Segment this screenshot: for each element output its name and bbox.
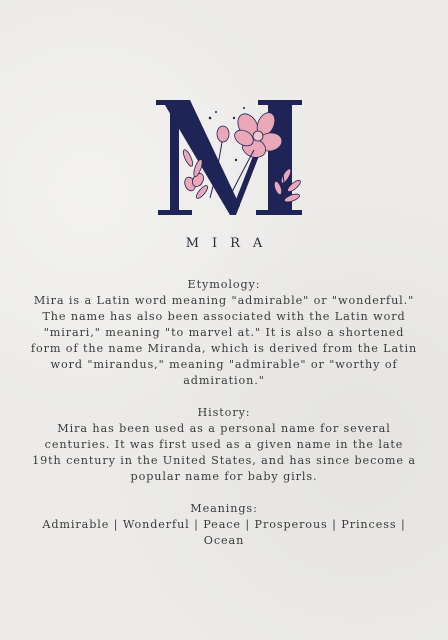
history-text: Mira has been used as a personal name for several centuries. It was first used as a given name in the late 19th century in the United States, and has since become a popular name for baby girls. (32, 422, 416, 483)
meanings-heading: Meanings: (190, 502, 258, 515)
history-section (28, 405, 420, 485)
name-title: MIRA (185, 236, 276, 251)
etymology-text: Mira is a Latin word meaning "admirable" or "wonderful." The name has also been associated with the Latin word "mirari," meaning "to marvel at." It is also a shortened form of the name Miranda, which is derived from the Latin word "mirandus," meaning "admirable" or "worthy of admiration." (30, 294, 418, 387)
etymology-section (28, 277, 420, 389)
history-heading: History: (197, 406, 251, 419)
meanings-list: Admirable | Wonderful | Peace | Prosperous | Princess | Ocean (42, 518, 406, 547)
letter-m-with-flowers-icon (144, 88, 308, 226)
meanings-section (28, 501, 420, 549)
name-description (28, 277, 420, 565)
etymology-heading: Etymology: (187, 278, 261, 291)
